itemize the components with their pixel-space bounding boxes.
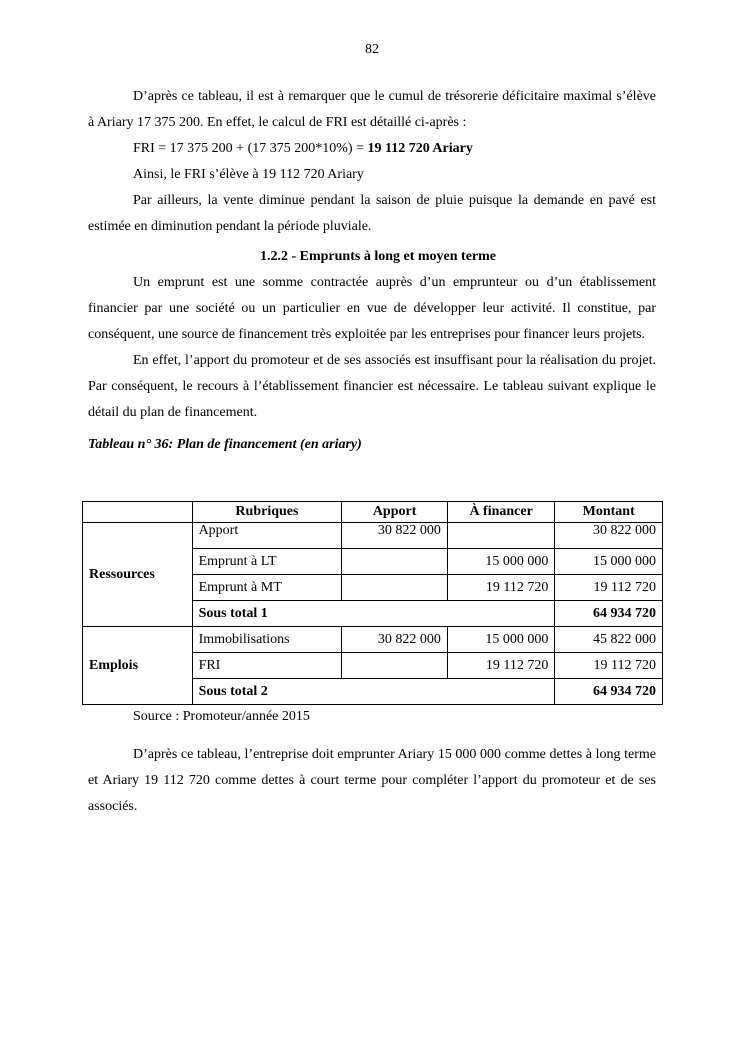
cell-a-financer: 15 000 000 <box>447 549 555 575</box>
cell-rubrique: Emprunt à LT <box>192 549 342 575</box>
table-header-row <box>83 502 663 523</box>
page-number: 82 <box>365 42 379 57</box>
table-row <box>83 627 663 653</box>
fri-formula-result: 19 112 720 Ariary <box>367 141 473 156</box>
paragraph-loan-definition: Un emprunt est une somme contractée auprès d’un emprunteur ou d’un établissement financier par une société ou un particulier en vue de développer leur activité. Il constitue, par conséquent, une source de financement très exploitée par les entreprises pour financer leurs projets. <box>88 275 656 342</box>
conclusion-block <box>88 742 656 820</box>
cell-montant: 19 112 720 <box>555 575 663 601</box>
cell-rubrique: Immobilisations <box>192 627 342 653</box>
subtotal-montant: 64 934 720 <box>555 601 663 627</box>
subtotal-label: Sous total 2 <box>192 679 555 705</box>
table-caption: Tableau n° 36: Plan de financement (en ariary) <box>88 437 362 452</box>
cell-a-financer <box>447 523 555 549</box>
cell-rubrique: Emprunt à MT <box>192 575 342 601</box>
fri-formula-text: FRI = 17 375 200 + (17 375 200*10%) = <box>133 141 368 156</box>
table-source: Source : Promoteur/année 2015 <box>133 709 310 724</box>
paragraph-conclusion: D’après ce tableau, l’entreprise doit emprunter Ariary 15 000 000 comme dettes à long terme et Ariary 19 112 720 comme dettes à court terme pour compléter l’apport du promoteur et de ses associés. <box>88 747 656 814</box>
paragraph-intro: D’après ce tableau, il est à remarquer que le cumul de trésorerie déficitaire maximal s’élève à Ariary 17 375 200. En effet, le calcul de FRI est détaillé ci-après : <box>88 89 656 130</box>
cell-montant: 15 000 000 <box>555 549 663 575</box>
cell-montant: 19 112 720 <box>555 653 663 679</box>
header-group <box>83 502 193 523</box>
header-a-financer: À financer <box>447 502 555 523</box>
group-label-ressources: Ressources <box>83 523 193 627</box>
header-apport: Apport <box>342 502 448 523</box>
table-row <box>83 523 663 549</box>
cell-a-financer: 15 000 000 <box>447 627 555 653</box>
header-montant: Montant <box>555 502 663 523</box>
cell-apport <box>342 653 448 679</box>
paragraph-fri-total: Ainsi, le FRI s’élève à 19 112 720 Ariary <box>133 167 364 182</box>
cell-montant: 45 822 000 <box>555 627 663 653</box>
cell-rubrique: FRI <box>192 653 342 679</box>
section-heading: 1.2.2 - Emprunts à long et moyen terme <box>259 249 497 264</box>
cell-apport: 30 822 000 <box>342 523 448 549</box>
cell-a-financer: 19 112 720 <box>447 575 555 601</box>
header-rubriques: Rubriques <box>192 502 342 523</box>
cell-apport <box>342 575 448 601</box>
cell-apport: 30 822 000 <box>342 627 448 653</box>
cell-a-financer: 19 112 720 <box>447 653 555 679</box>
subtotal-montant: 64 934 720 <box>555 679 663 705</box>
paragraph-financing-need: En effet, l’apport du promoteur et de ses associés est insuffisant pour la réalisation du projet. Par conséquent, le recours à l’établissement financier est nécessaire. Le tableau suivant explique le détail du plan de financement. <box>88 353 656 420</box>
financing-plan-table <box>82 501 663 705</box>
body-text <box>88 84 656 458</box>
paragraph-seasonal-sales: Par ailleurs, la vente diminue pendant la saison de pluie puisque la demande en pavé est estimée en diminution pendant la période pluviale. <box>88 193 656 234</box>
cell-apport <box>342 549 448 575</box>
cell-rubrique: Apport <box>192 523 342 549</box>
cell-montant: 30 822 000 <box>555 523 663 549</box>
subtotal-label: Sous total 1 <box>192 601 555 627</box>
fri-formula <box>88 136 656 162</box>
group-label-emplois: Emplois <box>83 627 193 705</box>
